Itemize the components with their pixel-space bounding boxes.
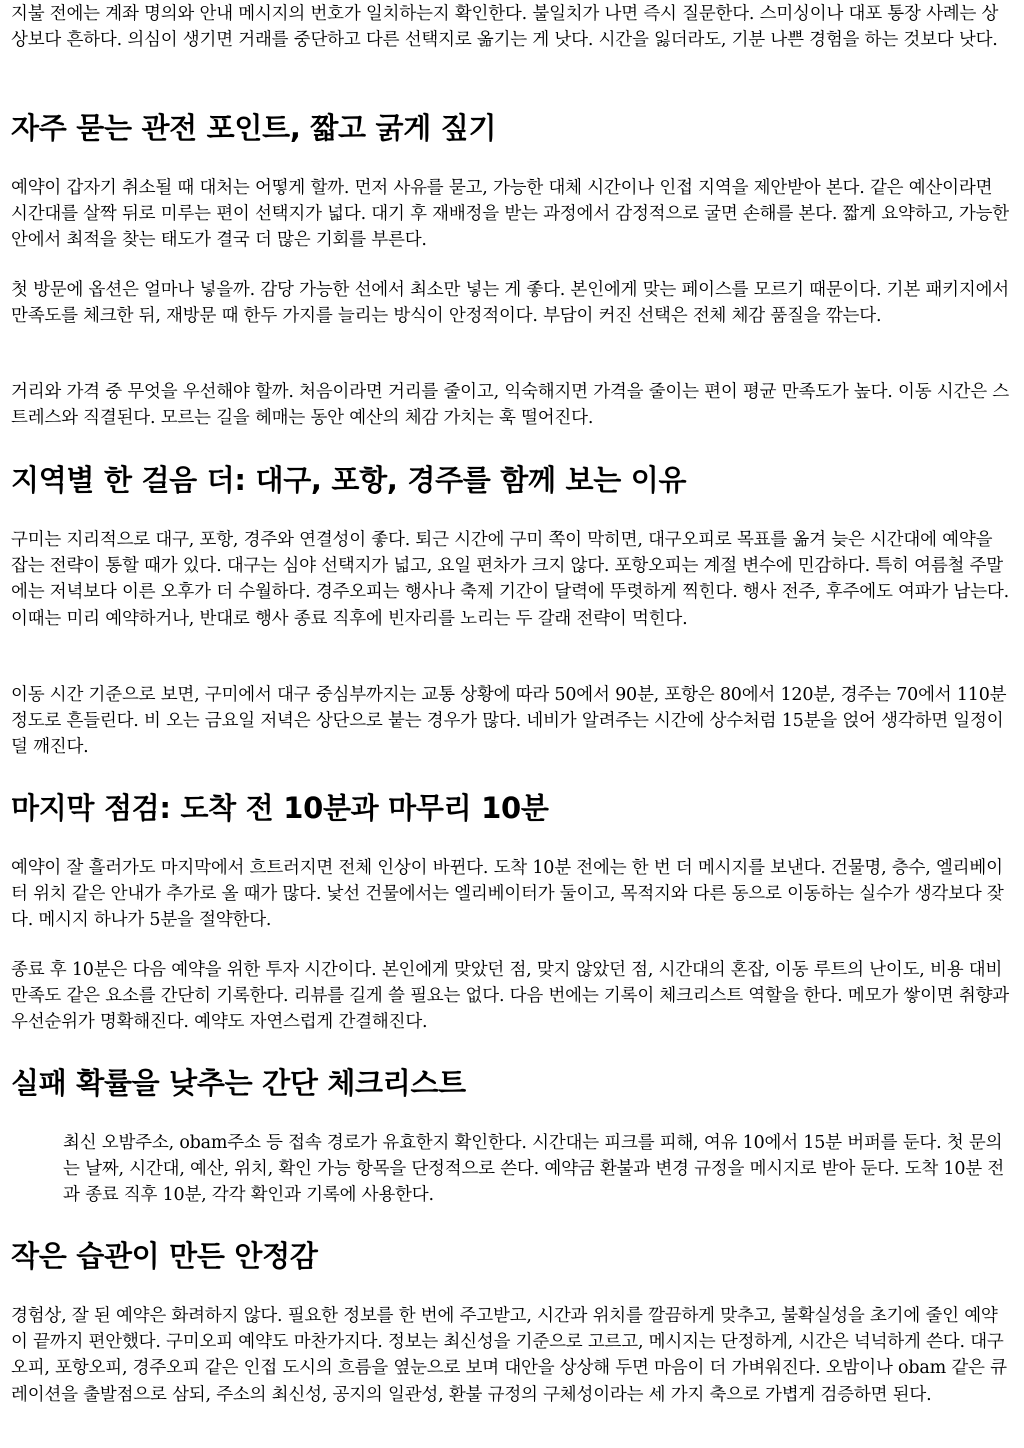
section-heading-habits: 작은 습관이 만든 안정감: [11, 1239, 318, 1273]
region-paragraph-cities: 구미는 지리적으로 대구, 포항, 경주와 연결성이 좋다. 퇴근 시간에 구미 쪽이 막히면, 대구오피로 목표를 옮겨 늦은 시간대에 예약을 잡는 전략이 통할 때가 있다. 대구는 심야 선택지가 넓고, 요일 편차가 크지 않다. 포항오피는 계절 변수에 민감하다. 특히 여름철 주말에는 저녁보다 이른 오후가 더 수월하다. 경주오피는 행사나 축제 기간이 달력에 뚜렷하게 찍힌다. 행사 전주, 후주에도 여파가 남는다. 이때는 미리 예약하거나, 반대로 행사 종료 직후에 빈자리를 노리는 두 갈래 전략이 먹힌다.: [11, 530, 1009, 629]
faq-paragraph-options: 첫 방문에 옵션은 얼마나 넣을까. 감당 가능한 선에서 최소만 넣는 게 좋다. 본인에게 맞는 페이스를 모르기 때문이다. 기본 패키지에서 만족도를 체크한 뒤, 재방문 때 한두 가지를 늘리는 방식이 안정적이다. 부담이 커진 선택은 전체 체감 품질을 깎는다.: [11, 280, 1009, 327]
section-heading-faq: 자주 묻는 관전 포인트, 짧고 굵게 짚기: [11, 111, 497, 145]
final-paragraph-arrival: 예약이 잘 흘러가도 마지막에서 흐트러지면 전체 인상이 바뀐다. 도착 10분 전에는 한 번 더 메시지를 보낸다. 건물명, 층수, 엘리베이터 위치 같은 안내가 추가로 올 때가 많다. 낯선 건물에서는 엘리베이터가 둘이고, 목적지와 다른 동으로 이동하는 실수가 생각보다 잦다. 메시지 하나가 5분을 절약한다.: [11, 858, 1004, 931]
section-heading-final-check: 마지막 점검: 도착 전 10분과 마무리 10분: [11, 791, 549, 825]
final-paragraph-afterward: 종료 후 10분은 다음 예약을 위한 투자 시간이다. 본인에게 맞았던 점, 맞지 않았던 점, 시간대의 혼잡, 이동 루트의 난이도, 비용 대비 만족도 같은 요소를 간단히 기록한다. 리뷰를 길게 쓸 필요는 없다. 다음 번에는 기록이 체크리스트 역할을 한다. 메모가 쌓이면 취향과 우선순위가 명확해진다. 예약도 자연스럽게 간결해진다.: [11, 960, 1009, 1033]
section-heading-checklist: 실패 확률을 낮추는 간단 체크리스트: [11, 1066, 466, 1100]
habits-paragraph: 경험상, 잘 된 예약은 화려하지 않다. 필요한 정보를 한 번에 주고받고, 시간과 위치를 깔끔하게 맞추고, 불확실성을 초기에 줄인 예약이 끝까지 편안했다. 구미오피 예약도 마찬가지다. 정보는 최신성을 기준으로 고르고, 메시지는 단정하게, 시간은 넉넉하게 쓴다. 대구오피, 포항오피, 경주오피 같은 인접 도시의 흐름을 옆눈으로 보며 대안을 상상해 두면 마음이 더 가벼워진다. 오밤이나 obam 같은 큐레이션을 출발점으로 삼되, 주소의 최신성, 공지의 일관성, 환불 규정의 구체성이라는 세 가지 축으로 가볍게 검증하면 된다.: [11, 1306, 1007, 1405]
faq-paragraph-cancel: 예약이 갑자기 취소될 때 대처는 어떻게 할까. 먼저 사유를 묻고, 가능한 대체 시간이나 인접 지역을 제안받아 본다. 같은 예산이라면 시간대를 살짝 뒤로 미루는 편이 선택지가 넓다. 대기 후 재배정을 받는 과정에서 감정적으로 굴면 손해를 본다. 짧게 요약하고, 가능한 안에서 최적을 찾는 태도가 결국 더 많은 기회를 부른다.: [11, 178, 1009, 251]
checklist-paragraph: 최신 오밤주소, obam주소 등 접속 경로가 유효한지 확인한다. 시간대는 피크를 피해, 여유 10에서 15분 버퍼를 둔다. 첫 문의는 날짜, 시간대, 예산, 위치, 확인 가능 항목을 단정적으로 쓴다. 예약금 환불과 변경 규정을 메시지로 받아 둔다. 도착 10분 전과 종료 직후 10분, 각각 확인과 기록에 사용한다.: [63, 1133, 1005, 1206]
region-paragraph-travel-time: 이동 시간 기준으로 보면, 구미에서 대구 중심부까지는 교통 상황에 따라 50에서 90분, 포항은 80에서 120분, 경주는 70에서 110분 정도로 흔들린다. 비 오는 금요일 저녁은 상단으로 붙는 경우가 많다. 네비가 알려주는 시간에 상수처럼 15분을 얹어 생각하면 일정이 덜 깨진다.: [11, 685, 1007, 758]
intro-paragraph: 지불 전에는 계좌 명의와 안내 메시지의 번호가 일치하는지 확인한다. 불일치가 나면 즉시 질문한다. 스미싱이나 대포 통장 사례는 상상보다 흔하다. 의심이 생기면 거래를 중단하고 다른 선택지로 옮기는 게 낫다. 시간을 잃더라도, 기분 나쁜 경험을 하는 것보다 낫다.: [11, 4, 999, 51]
section-heading-region: 지역별 한 걸음 더: 대구, 포항, 경주를 함께 보는 이유: [11, 463, 687, 497]
faq-paragraph-distance: 거리와 가격 중 무엇을 우선해야 할까. 처음이라면 거리를 줄이고, 익숙해지면 가격을 줄이는 편이 평균 만족도가 높다. 이동 시간은 스트레스와 직결된다. 모르는 길을 헤매는 동안 예산의 체감 가치는 훅 떨어진다.: [11, 382, 1009, 429]
